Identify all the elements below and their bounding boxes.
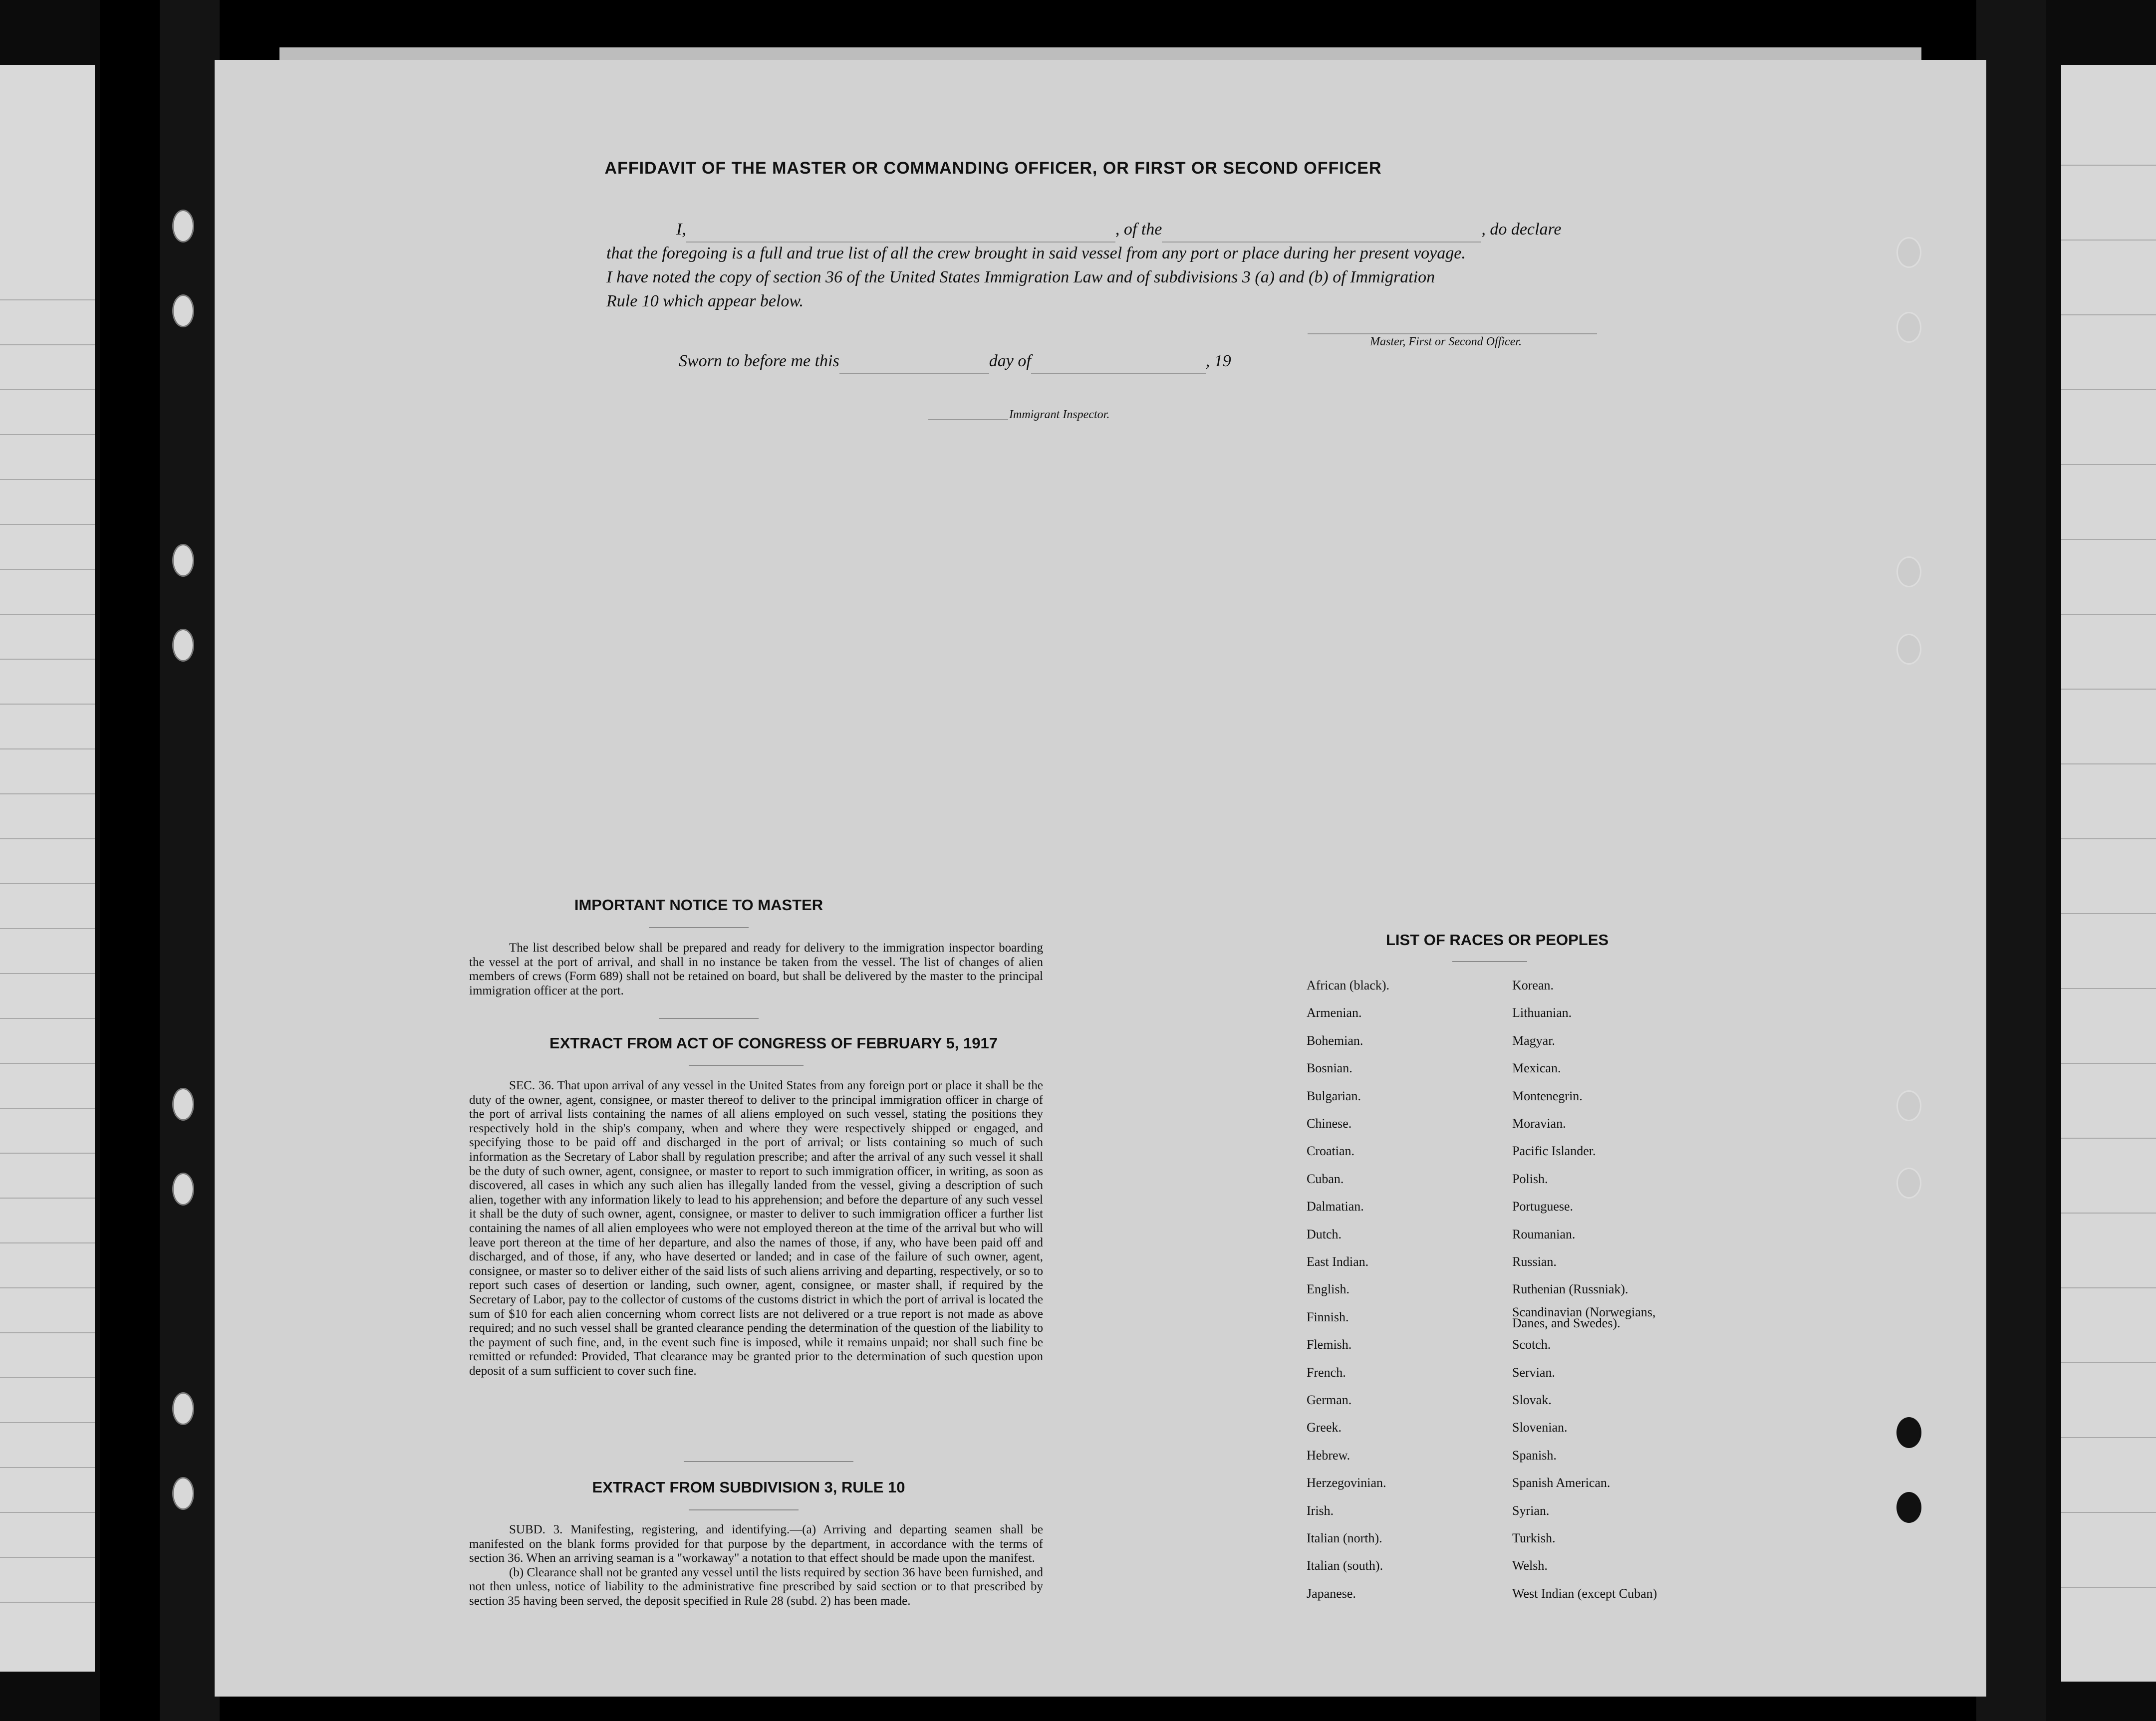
- race-item: Polish.: [1512, 1171, 1548, 1186]
- race-item: Chinese.: [1307, 1116, 1352, 1131]
- race-item: Cuban.: [1307, 1171, 1344, 1186]
- race-item: Scotch.: [1512, 1337, 1551, 1352]
- race-item: Spanish.: [1512, 1448, 1557, 1463]
- race-item: Croatian.: [1307, 1144, 1355, 1159]
- binding-ring: [172, 1088, 194, 1121]
- notice-title: IMPORTANT NOTICE TO MASTER: [574, 896, 823, 914]
- binding-ring: [172, 1477, 194, 1510]
- rule-rule: [689, 1509, 799, 1510]
- race-item: Magyar.: [1512, 1033, 1555, 1048]
- race-item: Spanish American.: [1512, 1475, 1611, 1490]
- race-item: Russian.: [1512, 1254, 1557, 1269]
- race-item: Syrian.: [1512, 1503, 1550, 1518]
- binding-ring: [172, 294, 194, 327]
- rule-paragraph-b: (b) Clearance shall not be granted any vessel until the lists required by section 36 have been furnished, and not then unless, notice of liability to the administrative fine prescribed by said section or to that prescribed by section 35 having been served, the deposit specified in Rule 28 (subd. 2) has been made.: [469, 1565, 1043, 1608]
- act-title: EXTRACT FROM ACT OF CONGRESS OF FEBRUARY 5, 1917: [549, 1034, 998, 1052]
- binding-ring: [172, 629, 194, 662]
- race-item: Welsh.: [1512, 1558, 1548, 1573]
- race-item: Slovak.: [1512, 1393, 1552, 1407]
- race-item: West Indian (except Cuban): [1512, 1586, 1657, 1601]
- punch-hole: [1896, 1492, 1921, 1523]
- act-rule: [689, 1065, 804, 1066]
- races-rule: [1452, 961, 1527, 962]
- race-item: Dalmatian.: [1307, 1199, 1364, 1214]
- race-item: Japanese.: [1307, 1586, 1356, 1601]
- race-item: Korean.: [1512, 978, 1554, 992]
- punch-hole: [1896, 1168, 1921, 1199]
- binding-ring: [172, 210, 194, 243]
- notice-rule: [649, 927, 749, 928]
- rule-title: EXTRACT FROM SUBDIVISION 3, RULE 10: [592, 1478, 905, 1496]
- punch-hole: [1896, 1090, 1921, 1121]
- declare-of: , of the: [1115, 220, 1162, 239]
- race-item: Montenegrin.: [1512, 1088, 1583, 1103]
- race-item: Dutch.: [1307, 1227, 1342, 1241]
- race-item: Slovenian.: [1512, 1420, 1568, 1435]
- race-item: Hebrew.: [1307, 1448, 1350, 1463]
- races-title: LIST OF RACES OR PEOPLES: [1385, 931, 1609, 949]
- race-item: Flemish.: [1307, 1337, 1352, 1352]
- act-text: [469, 1079, 1043, 1378]
- declare-line-4: Rule 10 which appear below.: [606, 292, 804, 310]
- race-item: Italian (north).: [1307, 1531, 1382, 1545]
- binding-ring: [172, 544, 194, 577]
- act-paragraph: SEC. 36. That upon arrival of any vessel in the United States from any foreign port or place it shall be the duty of the owner, agent, consignee, or master thereof to deliver to the principal immigration officer in charge of the port of arrival lists containing the names of all aliens employed on such vessel, stating the positions they respectively hold in the ship's company, when and where they were respectively shipped or engaged, and specifying those to be paid off and discharged in the port of arrival; or lists containing so much of such information as the Secretary of Labor shall by regulation prescribe; and after the arrival of any such vessel it shall be the duty of such owner, agent, consignee, or master to report to such immigration officer, in writing, as soon as discovered, all cases in which any such alien has illegally landed from the vessel, giving a description of such alien, together with any information likely to lead to his apprehension; and before the departure of any such vessel it shall be the duty of such owner, agent, consignee, or master to deliver to such immigration officer a further list containing the names of all alien employees who were not employed thereon at the time of the arrival but who will leave port thereon at the time of her departure, and also the names of those, if any, who have been paid off and discharged, and of those, if any, who have deserted or landed; and in case of the failure of such owner, agent, consignee, or master so to deliver either of the said lists of such aliens arriving and departing, respectively, or so to report such cases of desertion or landing, such owner, agent, consignee, or master shall, if required by the Secretary of Labor, pay to the collector of customs of the customs district in which the port of arrival is located the sum of $10 for each alien concerning whom correct lists are not delivered or a true report is not made as above required; and no such vessel shall be granted clearance pending the determination of the question of the liability to the payment of such fine, and, in the event such fine is imposed, while it remains unpaid; nor shall such fine be remitted or refunded: Provided, That clearance may be granted prior to the determination of such question upon deposit of a sum sufficient to cover such fine.: [469, 1079, 1043, 1378]
- race-item: Ruthenian (Russniak).: [1512, 1282, 1628, 1297]
- day-of-text: day of: [989, 352, 1031, 370]
- race-item: Herzegovinian.: [1307, 1475, 1386, 1490]
- race-item: Armenian.: [1307, 1005, 1362, 1020]
- race-item: Mexican.: [1512, 1061, 1561, 1076]
- act-rule-2: [684, 1461, 853, 1462]
- rule-text: [469, 1523, 1043, 1609]
- notice-rule-2: [659, 1018, 759, 1019]
- punch-hole: [1896, 634, 1921, 665]
- race-item: Scandinavian (Norwegians, Danes, and Swedes).: [1512, 1304, 1656, 1330]
- declare-line-2: that the foregoing is a full and true list of all the crew brought in said vessel from any port or place during her present voyage.: [606, 244, 1466, 262]
- race-item: Portuguese.: [1512, 1199, 1574, 1214]
- race-item: Turkish.: [1512, 1531, 1556, 1545]
- declare-i: I,: [676, 220, 686, 239]
- notice-paragraph: The list described below shall be prepared and ready for delivery to the immigration inspector boarding the vessel at the port of arrival, and shall in no instance be taken from the vessel. The list of changes of alien members of crews (Form 689) shall not be retained on board, but shall be delivered by the master to the principal immigration officer at the port.: [469, 941, 1043, 997]
- race-item: Moravian.: [1512, 1116, 1566, 1131]
- adjacent-page-right: [2046, 0, 2156, 1721]
- binding-ring: [172, 1392, 194, 1425]
- adjacent-page-left-paper: [0, 65, 95, 1672]
- race-item: Servian.: [1512, 1365, 1555, 1380]
- race-item: Bulgarian.: [1307, 1088, 1361, 1103]
- rule-paragraph-a: SUBD. 3. Manifesting, registering, and identifying.—(a) Arriving and departing seamen shall be manifested on the blank forms provided for that purpose by the department, in accordance with the terms of section 36. When an arriving seaman is a "workaway" a notation to that effect should be made upon the manifest.: [469, 1523, 1043, 1565]
- inspector-label: Immigrant Inspector.: [1009, 408, 1110, 421]
- race-item: Greek.: [1307, 1420, 1342, 1435]
- notice-text: [469, 941, 1043, 998]
- punch-hole: [1896, 237, 1921, 268]
- form-page: [215, 60, 1986, 1697]
- race-item: Bosnian.: [1307, 1061, 1352, 1076]
- punch-hole: [1896, 1417, 1921, 1448]
- signature-line: [1308, 333, 1597, 334]
- name-blank: [686, 218, 1115, 243]
- master-label: Master, First or Second Officer.: [1370, 335, 1522, 348]
- race-item: Lithuanian.: [1512, 1005, 1572, 1020]
- race-item: English.: [1307, 1282, 1349, 1297]
- race-item: East Indian.: [1307, 1254, 1369, 1269]
- binding-ring: [172, 1173, 194, 1206]
- race-item: African (black).: [1307, 978, 1390, 992]
- inspector-line: [928, 419, 1008, 420]
- punch-hole: [1896, 312, 1921, 343]
- race-item: German.: [1307, 1393, 1352, 1407]
- race-item: Bohemian.: [1307, 1033, 1363, 1048]
- race-item: Finnish.: [1307, 1309, 1349, 1324]
- adjacent-page-right-paper: [2061, 65, 2156, 1682]
- declare-declare: , do declare: [1481, 220, 1562, 239]
- race-item: Irish.: [1307, 1503, 1334, 1518]
- year-text: , 19: [1205, 352, 1231, 370]
- race-item: French.: [1307, 1365, 1346, 1380]
- affidavit-title: AFFIDAVIT OF THE MASTER OR COMMANDING OFFICER, OR FIRST OR SECOND OFFICER: [604, 159, 1382, 178]
- month-blank: [1031, 349, 1206, 374]
- declare-line-3: I have noted the copy of section 36 of the United States Immigration Law and of subdivisions 3 (a) and (b) of Immigration: [606, 268, 1435, 286]
- sworn-line: [679, 349, 1231, 374]
- adjacent-page-left: [0, 0, 100, 1721]
- sworn-day-blank: [839, 349, 989, 374]
- race-item: Italian (south).: [1307, 1558, 1383, 1573]
- sworn-text: Sworn to before me this: [679, 352, 839, 370]
- binding-left: [160, 0, 220, 1721]
- race-item: Pacific Islander.: [1512, 1144, 1596, 1159]
- declare-line-1: [676, 218, 1562, 243]
- vessel-blank: [1162, 218, 1481, 243]
- race-item: Roumanian.: [1512, 1227, 1576, 1241]
- punch-hole: [1896, 556, 1921, 587]
